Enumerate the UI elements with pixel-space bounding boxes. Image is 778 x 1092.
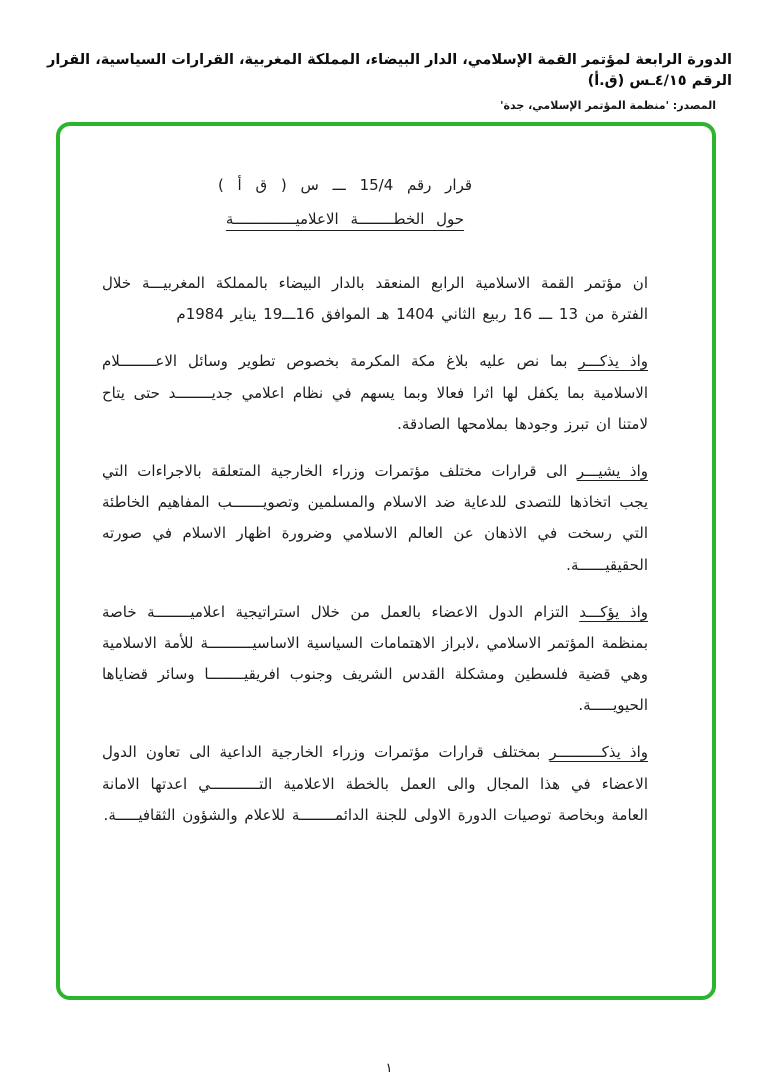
decree-subject-title: حول الخطــــــــة الاعلاميــــــــــــــة xyxy=(225,210,465,228)
paragraph-recalling-makkah xyxy=(102,346,648,440)
scanned-document xyxy=(60,126,712,831)
paragraph-text: بمختلف قرارات مؤتمرات وزراء الخارجية الداعية الى تعاون الدول الاعضاء في هذا المجال والى العمل بالخطة الاعلامية التـــــــــــي اعدتها الامانة العامة وبخاصة توصيات الدورة الاولى للجنة الدائمــــــــة للاعلام والشؤون الثقافيـــــة. xyxy=(102,743,648,824)
paragraph-text: بما نص عليه بلاغ مكة المكرمة بخصوص تطوير وسائل الاعــــــــلام الاسلامية بما يكفل لها اثرا فعالا وبما يسهم في نظام اعلامي جديــــــــد حتى يتاح لامتنا ان تبرز وجودها بملامحها الصادقة. xyxy=(102,352,648,433)
paragraph-text: الى قرارات مختلف مؤتمرات وزراء الخارجية المتعلقة بالاجراءات التي يجب اتخاذها للتصدى للدعاية ضد الاسلام والمسلمين وتصويـــــــب المفاهيم الخاطئة التي رسخت في الاذهان عن العالم الاسلامي وضرورة اظهار الاسلام في صورته الحقيقيــــــة. xyxy=(102,461,648,574)
scan-frame xyxy=(56,122,716,1000)
paragraph-recalling-resolutions xyxy=(102,737,648,831)
paragraph-lead: واذ يؤكـــد xyxy=(579,602,648,621)
page-number: ١ xyxy=(385,1061,393,1076)
paragraph-text: ان مؤتمر القمة الاسلامية الرابع المنعقد بالدار البيضاء بالمملكة المغربيـــة خلال الفترة من 13 ـــ 16 ربيع الثاني 1404 هـ الموافق 16ـــ19 يناير 1984م xyxy=(102,274,648,324)
paragraph-preamble xyxy=(102,268,648,330)
paragraph-affirming-commitment xyxy=(102,597,648,722)
citation-header xyxy=(0,0,778,112)
paragraph-lead: واذ يذكــــــــــر xyxy=(549,743,648,762)
paragraph-referring-ministers xyxy=(102,456,648,581)
paragraph-lead: واذ يشيـــر xyxy=(576,461,649,480)
paragraph-lead: واذ يذكـــر xyxy=(578,352,648,371)
citation-title: الدورة الرابعة لمؤتمر القمة الإسلامي، الدار البيضاء، المملكة المغربية، القرارات السياسية، القرار الرقم ٤/١٥ـس (ق.أ) xyxy=(46,52,732,90)
citation-source: المصدر: 'منظمة المؤتمر الإسلامي، جدة' xyxy=(500,99,716,113)
decree-number-title: قرار رقم 15/4 ـــ س ( ق أ ) xyxy=(217,176,473,194)
paragraph-text: التزام الدول الاعضاء بالعمل من خلال استراتيجية اعلاميــــــــة خاصة بمنظمة المؤتمر الاسلامي ،لابراز الاهتمامات السياسية الاساسيــــــــــة للأمة الاسلامية وهي قضية فلسطين ومشكلة القدس الشريف وجنوب افريقيــــــــا وسائر قضاياها الحيويـــــة. xyxy=(102,602,648,715)
